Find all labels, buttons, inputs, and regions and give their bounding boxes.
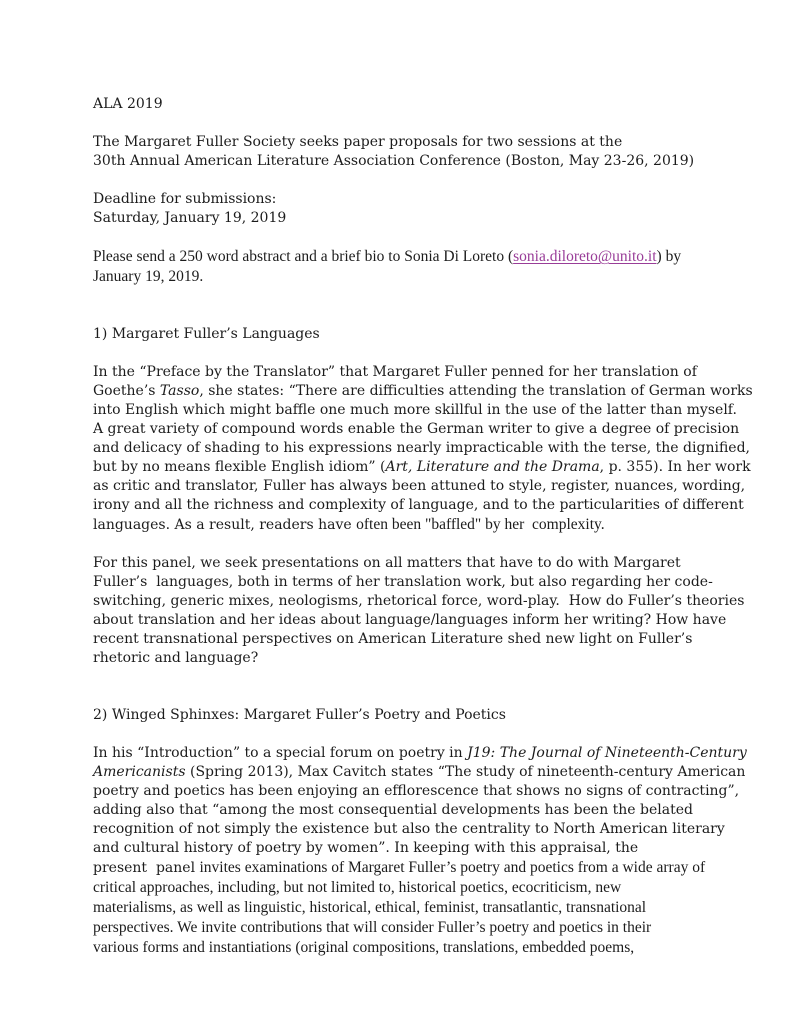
session1-para1 — [93, 363, 753, 535]
text-line — [93, 820, 725, 839]
text-segment: 2) Winged Sphinxes: Margaret Fuller’s Poetry and Poetics — [93, 707, 506, 723]
session2-para1 — [93, 744, 747, 958]
text-line — [93, 839, 721, 858]
text-line — [93, 649, 721, 668]
submission-instructions — [93, 247, 721, 287]
text-segment: ) by — [656, 248, 682, 265]
text-line — [93, 611, 727, 630]
text-segment: Americanists — [93, 764, 186, 780]
text-segment: adding also that “among the most consequential developments has been the belated — [93, 802, 693, 818]
text-line — [93, 477, 746, 496]
text-line — [93, 763, 746, 782]
text-line — [93, 878, 721, 898]
text-line — [93, 267, 721, 287]
text-line — [93, 496, 744, 515]
text-line — [93, 401, 737, 420]
text-line — [93, 554, 721, 573]
text-segment: poetry and poetics has been enjoying an efflorescence that shows no signs of contracting”, — [93, 783, 740, 799]
text-segment: Saturday, January 19, 2019 — [93, 210, 287, 226]
text-segment: various forms and instantiations (original compositions, translations, embedded poems, — [93, 939, 635, 956]
text-segment: For this panel, we seek presentations on all matters that have to do with Margaret — [93, 555, 681, 571]
text-segment: Fuller’s languages, both in terms of her translation work, but also regarding her code- — [93, 574, 713, 590]
text-line — [93, 898, 721, 918]
doc-title — [93, 95, 721, 114]
text-segment: recognition of not simply the existence but also the centrality to North American literary — [93, 821, 725, 837]
text-segment: into English which might baffle one much more skillful in the use of the latter than myself. — [93, 402, 737, 418]
text-segment: Please send a 250 word abstract and a brief bio to Sonia Di Loreto ( — [93, 248, 514, 265]
text-segment: and cultural history of poetry by women”. In keeping with this appraisal, the — [93, 840, 639, 856]
text-segment: (Spring 2013), Max Cavitch states “The study of nineteenth-century American — [185, 764, 746, 780]
text-segment: January 19, 2019. — [93, 268, 204, 285]
text-segment: A great variety of compound words enable the German writer to give a degree of precision — [93, 421, 740, 437]
text-segment: 1) Margaret Fuller’s Languages — [93, 326, 320, 342]
email-link[interactable]: sonia.diloreto@unito.it — [513, 248, 657, 265]
text-segment: present panel — [93, 860, 200, 876]
text-segment: ALA 2019 — [93, 96, 163, 112]
text-segment: but by no means flexible English idiom” ( — [93, 459, 386, 475]
text-segment: In the “Preface by the Translator” that Margaret Fuller penned for her translation of — [93, 364, 697, 380]
text-line — [93, 782, 740, 801]
text-segment: 30th Annual American Literature Association Conference (Boston, May 23-26, 2019) — [93, 153, 695, 169]
text-line — [93, 858, 721, 878]
text-segment: about translation and her ideas about language/languages inform her writing? How have — [93, 612, 727, 628]
text-line — [93, 592, 745, 611]
text-line — [93, 706, 721, 725]
text-line — [93, 420, 740, 439]
text-line — [93, 247, 721, 267]
text-segment: , p. 355). In her work — [599, 459, 751, 475]
text-segment: critical approaches, including, but not limited to, historical poetics, ecocriticism, new — [93, 879, 622, 896]
text-segment: irony and all the richness and complexity of language, and to the particularities of different — [93, 497, 744, 513]
text-line — [93, 801, 721, 820]
text-line — [93, 938, 721, 958]
text-line — [93, 382, 753, 401]
text-segment: materialisms, as well as linguistic, historical, ethical, feminist, transatlantic, transnational — [93, 899, 647, 916]
text-segment: , she states: “There are difficulties attending the translation of German works — [199, 383, 753, 399]
text-segment: often been "baffled" by her complexity. — [356, 516, 605, 533]
text-segment: invites examinations of Margaret Fuller’s poetry and poetics from a wide array of — [199, 859, 706, 876]
text-segment: perspectives. We invite contributions that will consider Fuller’s poetry and poetics in their — [93, 919, 652, 936]
text-line — [93, 325, 721, 344]
text-segment: J19: The Journal of Nineteenth-Century — [467, 745, 747, 761]
text-segment: Deadline for submissions: — [93, 191, 277, 207]
text-segment: recent transnational perspectives on American Literature shed new light on Fuller’s — [93, 631, 693, 647]
text-segment: as critic and translator, Fuller has always been attuned to style, register, nuances, wording, — [93, 478, 746, 494]
text-line — [93, 744, 747, 763]
text-line — [93, 133, 721, 152]
text-line — [93, 515, 721, 535]
text-line — [93, 458, 751, 477]
text-line — [93, 95, 721, 114]
text-segment: Goethe’s — [93, 383, 160, 399]
cfp-intro — [93, 133, 721, 171]
text-segment: and delicacy of shading to his expressions nearly impracticable with the terse, the dignified, — [93, 440, 750, 456]
text-line — [93, 439, 750, 458]
session1-para2 — [93, 554, 745, 668]
text-line — [93, 573, 721, 592]
text-line — [93, 209, 721, 228]
text-line — [93, 363, 721, 382]
text-segment: switching, generic mixes, neologisms, rhetorical force, word-play. How do Fuller’s theories — [93, 593, 745, 609]
text-segment: languages. As a result, readers have — [93, 517, 357, 533]
deadline — [93, 190, 721, 228]
text-segment: The Margaret Fuller Society seeks paper proposals for two sessions at the — [93, 134, 623, 150]
text-line — [93, 190, 721, 209]
session1-heading — [93, 325, 721, 344]
text-line — [93, 918, 721, 938]
session2-heading — [93, 706, 721, 725]
text-line — [93, 152, 721, 171]
text-segment: Tasso — [159, 383, 200, 399]
text-segment: In his “Introduction” to a special forum on poetry in — [93, 745, 468, 761]
text-line — [93, 630, 721, 649]
text-segment: Art, Literature and the Drama — [385, 459, 600, 475]
text-segment: rhetoric and language? — [93, 650, 259, 666]
